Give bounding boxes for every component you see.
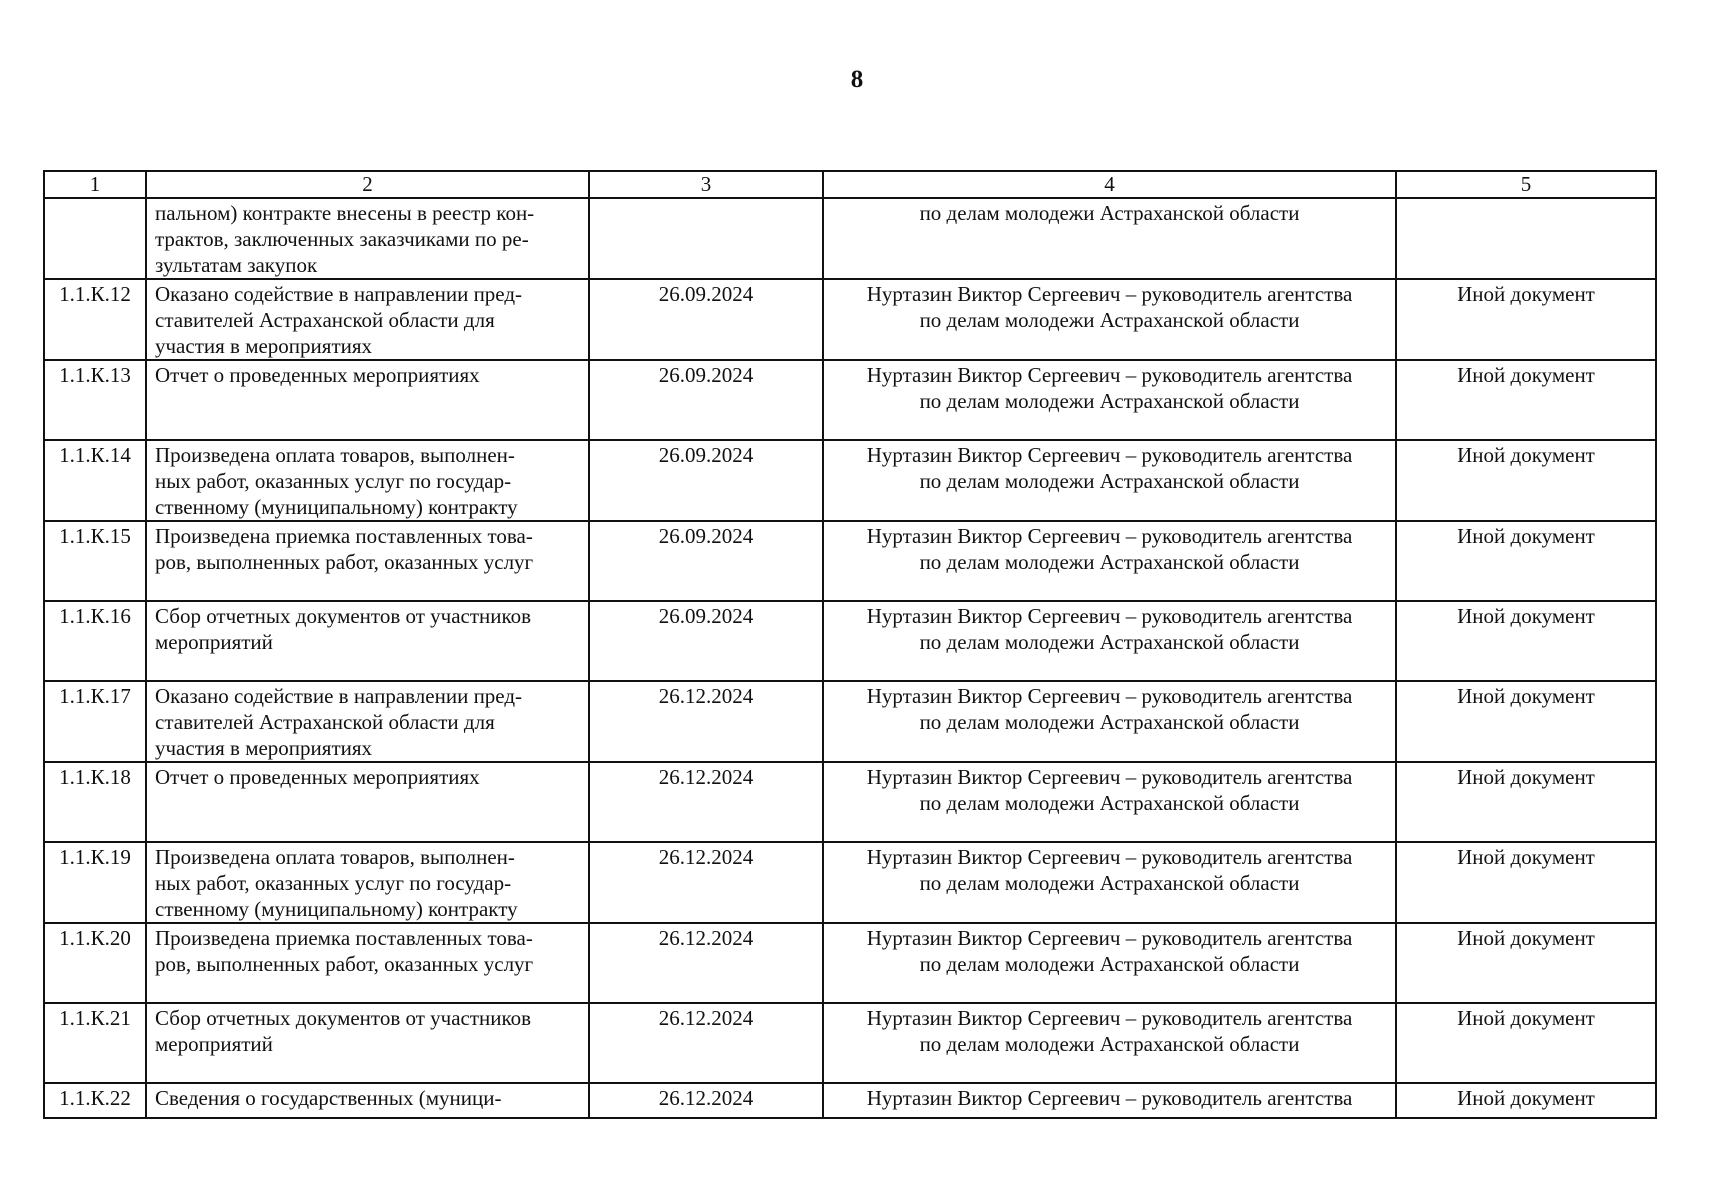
table-body [44,198,1656,1118]
description-line: Отчет о проведенных мероприятиях [155,765,480,789]
cell-description [146,1083,589,1118]
continuation-row [44,198,1656,279]
responsible-line: по делам молодежи Астраханской области [919,389,1300,413]
cell-description [146,521,589,601]
cell-document-type: Иной документ [1396,279,1656,360]
responsible-line: Нуртазин Виктор Сергеевич – руководитель агентства [866,604,1353,628]
responsible-line: Нуртазин Виктор Сергеевич – руководитель агентства [866,765,1353,789]
description-line: Сведения о государственных (муници- [155,1086,502,1110]
header-col-2: 2 [146,171,589,198]
header-col-3: 3 [589,171,823,198]
responsible-line: по делам молодежи Астраханской области [919,871,1300,895]
description-line: Произведена приемка поставленных това- [155,926,533,950]
responsible-line: по делам молодежи Астраханской области [919,791,1300,815]
table-header [44,171,1656,198]
cell-description [146,923,589,1003]
responsible-line: по делам молодежи Астраханской области [919,201,1300,225]
description-line: ственному (муниципальному) контракту [155,897,518,921]
cell-document-type: Иной документ [1396,1083,1656,1118]
description-line: Отчет о проведенных мероприятиях [155,363,480,387]
cell-document-type: Иной документ [1396,440,1656,521]
table-row [44,762,1656,842]
responsible-line: Нуртазин Виктор Сергеевич – руководитель агентства [866,845,1353,869]
table-row [44,842,1656,923]
responsible-line: Нуртазин Виктор Сергеевич – руководитель агентства [866,1086,1353,1110]
cell-document-type: Иной документ [1396,681,1656,762]
description-line: Оказано содействие в направлении пред- [155,282,523,306]
table-row [44,440,1656,521]
cell-id: 1.1.К.12 [44,279,146,360]
description-line: мероприятий [155,630,273,654]
cell-date: 26.12.2024 [589,681,823,762]
cell-description [146,1003,589,1083]
responsible-line: по делам молодежи Астраханской области [919,630,1300,654]
table-row [44,360,1656,440]
responsible-line: по делам молодежи Астраханской области [919,710,1300,734]
description-line: пальном) контракте внесены в реестр кон- [155,201,535,225]
cell-responsible [823,681,1396,762]
description-line: зультатам закупок [155,253,318,277]
cell-responsible [823,1083,1396,1118]
description-line: ров, выполненных работ, оказанных услуг [155,550,534,574]
cell-date: 26.12.2024 [589,762,823,842]
description-line: мероприятий [155,1032,273,1056]
responsible-line: Нуртазин Виктор Сергеевич – руководитель агентства [866,1006,1353,1030]
cell-document-type: Иной документ [1396,842,1656,923]
table-row [44,521,1656,601]
cell-description [146,681,589,762]
cell-description [146,440,589,521]
cell-document-type: Иной документ [1396,601,1656,681]
description-line: ственному (муниципальному) контракту [155,495,518,519]
description-line: ставителей Астраханской области для [155,710,495,734]
cell-responsible [823,440,1396,521]
description-line: Оказано содействие в направлении пред- [155,684,523,708]
description-line: трактов, заключенных заказчиками по ре- [155,227,529,251]
schedule-table [43,170,1657,1119]
responsible-line: по делам молодежи Астраханской области [919,550,1300,574]
cell-date: 26.12.2024 [589,923,823,1003]
cell-description [146,842,589,923]
cell-date [589,198,823,279]
description-line: Произведена оплата товаров, выполнен- [155,443,515,467]
description-line: Сбор отчетных документов от участников [155,604,532,628]
cell-id: 1.1.К.16 [44,601,146,681]
cell-id: 1.1.К.15 [44,521,146,601]
cell-id: 1.1.К.18 [44,762,146,842]
responsible-line: Нуртазин Виктор Сергеевич – руководитель агентства [866,684,1353,708]
cell-date: 26.12.2024 [589,1083,823,1118]
cell-id [44,198,146,279]
cell-document-type: Иной документ [1396,762,1656,842]
cell-document-type: Иной документ [1396,521,1656,601]
responsible-line: по делам молодежи Астраханской области [919,308,1300,332]
description-line: ных работ, оказанных услуг по государ- [155,469,512,493]
cell-id: 1.1.К.22 [44,1083,146,1118]
cell-responsible [823,923,1396,1003]
cell-responsible [823,601,1396,681]
cell-responsible [823,521,1396,601]
responsible-line: Нуртазин Виктор Сергеевич – руководитель агентства [866,926,1353,950]
cell-document-type: Иной документ [1396,1003,1656,1083]
table-row [44,1003,1656,1083]
table-row [44,681,1656,762]
cell-description [146,601,589,681]
cell-description [146,198,589,279]
cell-document-type [1396,198,1656,279]
cell-id: 1.1.К.20 [44,923,146,1003]
header-col-1: 1 [44,171,146,198]
responsible-line: Нуртазин Виктор Сергеевич – руководитель агентства [866,282,1353,306]
cell-date: 26.09.2024 [589,360,823,440]
cell-id: 1.1.К.13 [44,360,146,440]
cell-responsible [823,762,1396,842]
cell-date: 26.12.2024 [589,1003,823,1083]
cell-id: 1.1.К.21 [44,1003,146,1083]
description-line: ных работ, оказанных услуг по государ- [155,871,512,895]
responsible-line: Нуртазин Виктор Сергеевич – руководитель агентства [866,524,1353,548]
responsible-line: по делам молодежи Астраханской области [919,952,1300,976]
cell-id: 1.1.К.19 [44,842,146,923]
description-line: Произведена приемка поставленных това- [155,524,533,548]
responsible-line: Нуртазин Виктор Сергеевич – руководитель агентства [866,443,1353,467]
description-line: Сбор отчетных документов от участников [155,1006,532,1030]
header-col-4: 4 [823,171,1396,198]
description-line: Произведена оплата товаров, выполнен- [155,845,515,869]
cell-description [146,279,589,360]
cell-date: 26.09.2024 [589,521,823,601]
header-col-5: 5 [1396,171,1656,198]
cell-responsible [823,1003,1396,1083]
responsible-line: по делам молодежи Астраханской области [919,1032,1300,1056]
description-line: ставителей Астраханской области для [155,308,495,332]
cell-responsible [823,842,1396,923]
page-number: 8 [850,66,864,93]
description-line: участия в мероприятиях [155,334,373,358]
cell-description [146,762,589,842]
responsible-line: Нуртазин Виктор Сергеевич – руководитель агентства [866,363,1353,387]
header-row [44,171,1656,198]
cell-responsible [823,279,1396,360]
cell-responsible [823,360,1396,440]
cell-id: 1.1.К.17 [44,681,146,762]
cell-date: 26.09.2024 [589,601,823,681]
cell-description [146,360,589,440]
table-row [44,279,1656,360]
cell-responsible [823,198,1396,279]
description-line: участия в мероприятиях [155,736,373,760]
table-row [44,923,1656,1003]
table-row [44,1083,1656,1118]
cell-document-type: Иной документ [1396,923,1656,1003]
cell-document-type: Иной документ [1396,360,1656,440]
responsible-line: по делам молодежи Астраханской области [919,469,1300,493]
description-line: ров, выполненных работ, оказанных услуг [155,952,534,976]
cell-date: 26.12.2024 [589,842,823,923]
cell-date: 26.09.2024 [589,279,823,360]
cell-id: 1.1.К.14 [44,440,146,521]
table-row [44,601,1656,681]
cell-date: 26.09.2024 [589,440,823,521]
